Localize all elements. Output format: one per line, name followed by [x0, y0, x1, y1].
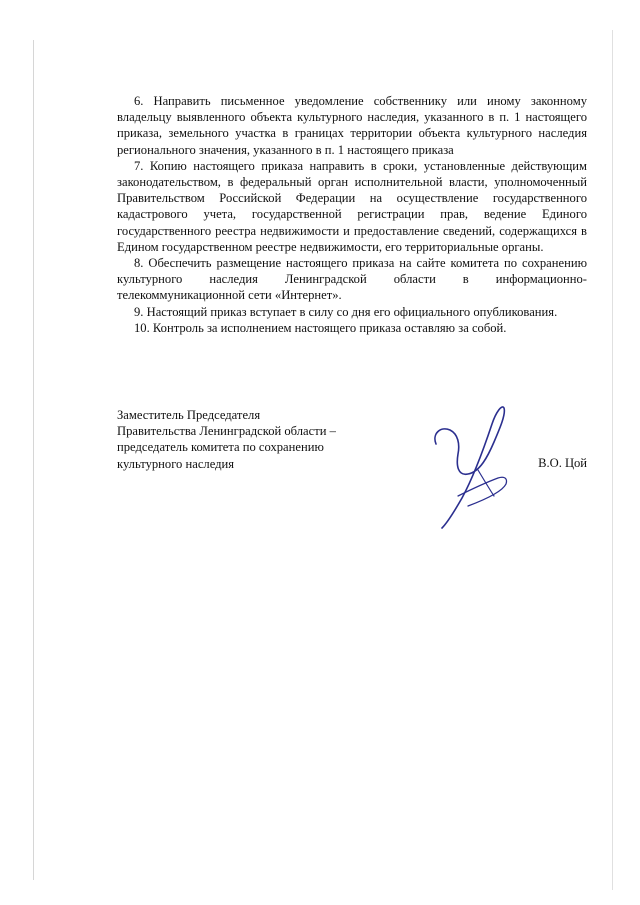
- paragraph-9: 9. Настоящий приказ вступает в силу со дня его официального опубликования.: [134, 304, 558, 319]
- scan-edge-right: [612, 30, 613, 890]
- paragraph-10: 10. Контроль за исполнением настоящего приказа оставляю за собой.: [134, 320, 507, 335]
- signatory-title-line: культурного наследия: [117, 456, 235, 471]
- signatory-title-line: Правительства Ленинградской области –: [117, 424, 336, 439]
- signatory-title-line: Заместитель Председателя: [117, 408, 261, 422]
- paragraph-7: 7. Копию настоящего приказа направить в сроки, установленные действующим законодательством, в федеральный орган исполнительной власти, уполномоченный Правительством Российской Федерации на осуществление государственного кадастрового учета, государственной регистрации прав, ведение Единого государственного реестра недвижимости и предоставление сведений, содержащихся в Едином государственном реестре недвижимости, его территориальные органы.: [117, 158, 587, 254]
- paragraph-6: 6. Направить письменное уведомление собственнику или иному законному владельцу выявленного объекта культурного наследия, указанного в п. 1 настоящего приказа, земельного участка в границах территории объекта культурного наследия регионального значения, указанного в п. 1 настоящего приказа: [117, 94, 587, 157]
- paragraph-8: 8. Обеспечить размещение настоящего приказа на сайте комитета по сохранению культурного наследия Ленинградской области в информационно-телекоммуникационной сети «Интернет».: [117, 256, 587, 303]
- handwritten-signature: [418, 400, 528, 530]
- scan-edge-left: [33, 40, 34, 880]
- document-body: [117, 93, 587, 336]
- signatory-name: В.О. Цой: [538, 456, 587, 470]
- signatory-title-line: председатель комитета по сохранению: [117, 440, 324, 455]
